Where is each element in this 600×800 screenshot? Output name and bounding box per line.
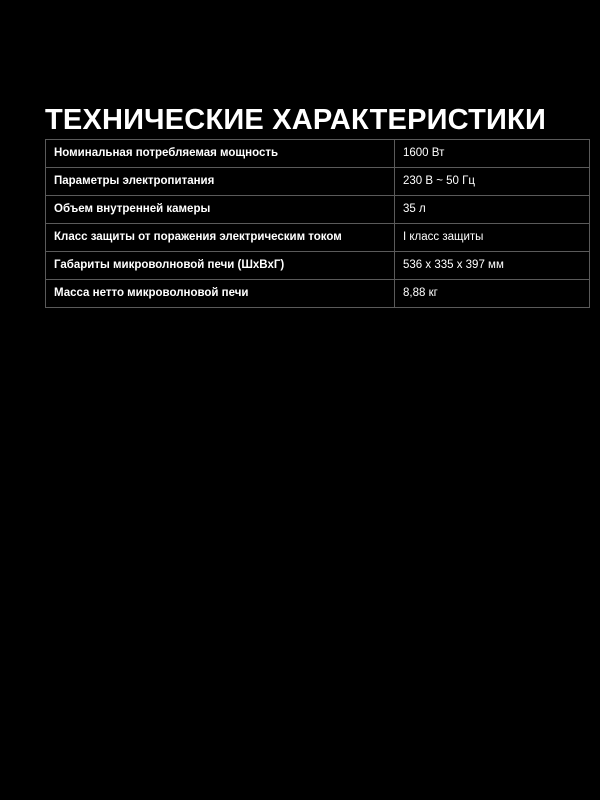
spec-value: 1600 Вт [395, 140, 590, 168]
spec-value: 536 x 335 x 397 мм [395, 252, 590, 280]
table-row [46, 252, 590, 280]
spec-value: 35 л [395, 196, 590, 224]
table-row [46, 280, 590, 308]
spec-value: 8,88 кг [395, 280, 590, 308]
spec-name: Масса нетто микроволновой печи [46, 280, 395, 308]
specifications-table-body [46, 140, 590, 308]
specifications-table [45, 139, 590, 308]
spec-name: Объем внутренней камеры [46, 196, 395, 224]
table-row [46, 140, 590, 168]
spec-value: 230 В ~ 50 Гц [395, 168, 590, 196]
spec-name: Габариты микроволновой печи (ШхВхГ) [46, 252, 395, 280]
page-title: ТЕХНИЧЕСКИЕ ХАРАКТЕРИСТИКИ [45, 104, 547, 137]
spec-name: Номинальная потребляемая мощность [46, 140, 395, 168]
table-row [46, 168, 590, 196]
spec-name: Класс защиты от поражения электрическим током [46, 224, 395, 252]
spec-name: Параметры электропитания [46, 168, 395, 196]
table-row [46, 224, 590, 252]
table-row [46, 196, 590, 224]
spec-value: I класс защиты [395, 224, 590, 252]
